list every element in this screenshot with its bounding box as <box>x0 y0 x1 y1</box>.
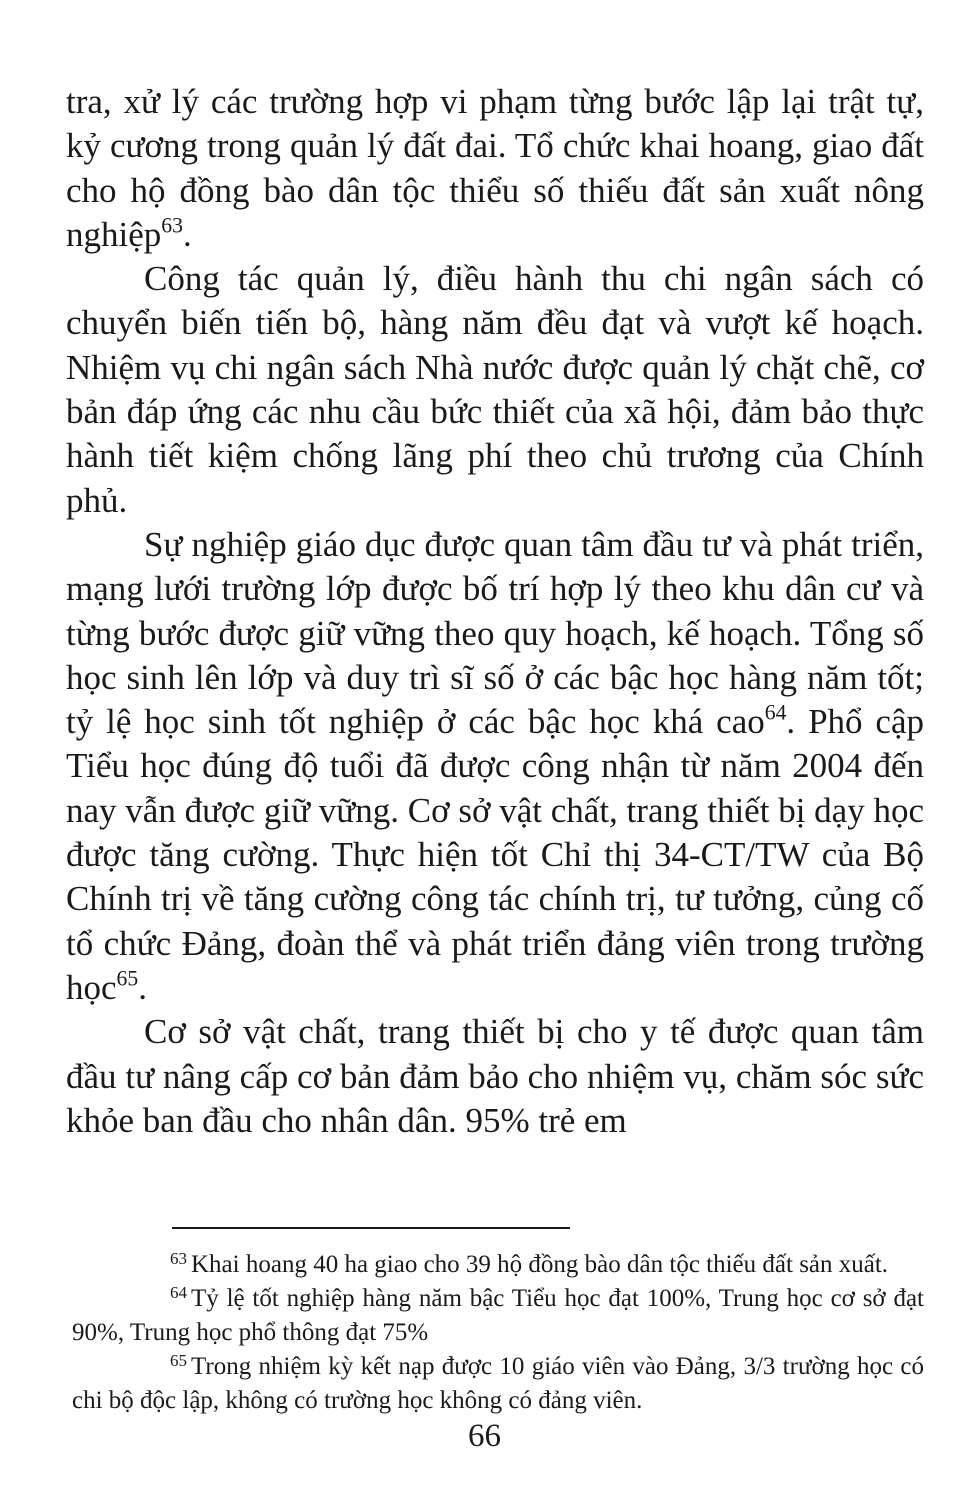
paragraph-tail: . Phổ cập Tiểu học đúng độ tuổi đã được công nhận từ năm 2004 đến nay vẫn được giữ vững. Cơ sở vật chất, trang thiết bị dạy học được tăng cường. Thực hiện tốt Chỉ thị 34-CT/TW của Bộ Chính trị về tăng cường công tác chính trị, tư tưởng, củng cố tổ chức Đảng, đoàn thể và phát triển đảng viên trong trường học <box>66 702 924 1007</box>
paragraph-land-management <box>66 80 924 257</box>
paragraph-text: Cơ sở vật chất, trang thiết bị cho y tế được quan tâm đầu tư nâng cấp cơ bản đảm bảo cho nhiệm vụ, chăm sóc sức khỏe ban đầu cho nhân dân. 95% trẻ em <box>66 1012 924 1140</box>
footnote-ref-63[interactable]: 63 <box>161 213 183 238</box>
footnote-ref-64[interactable]: 64 <box>764 700 787 725</box>
footnote-number: 63 <box>170 1248 187 1268</box>
page-body <box>66 80 924 1143</box>
footnote-64 <box>72 1282 924 1350</box>
paragraph-text: tra, xử lý các trường hợp vi phạm từng bước lập lại trật tự, kỷ cương trong quản lý đất đai. Tổ chức khai hoang, giao đất cho hộ đồng bào dân tộc thiểu số thiếu đất sản xuất nông nghiệp <box>66 82 924 254</box>
page-number: 66 <box>468 1418 501 1454</box>
paragraph-text: Công tác quản lý, điều hành thu chi ngân sách có chuyển biến tiến bộ, hàng năm đều đạt và vượt kế hoạch. Nhiệm vụ chi ngân sách Nhà nước được quản lý chặt chẽ, cơ bản đáp ứng các nhu cầu bức thiết của xã hội, đảm bảo thực hành tiết kiệm chống lãng phí theo chủ trương của Chính phủ. <box>66 259 924 520</box>
footnotes-section <box>72 1248 924 1418</box>
paragraph-health <box>66 1010 924 1143</box>
paragraph-text: Sự nghiệp giáo dục được quan tâm đầu tư và phát triển, mạng lưới trường lớp được bố trí hợp lý theo khu dân cư và từng bước được giữ vững theo quy hoạch, kế hoạch. Tổng số học sinh lên lớp và duy trì sĩ số ở các bậc học hàng năm tốt; tỷ lệ học sinh tốt nghiệp ở các bậc học khá cao <box>66 524 924 742</box>
footnote-ref-65[interactable]: 65 <box>116 966 139 991</box>
footnote-text: Trong nhiệm kỳ kết nạp được 10 giáo viên vào Đảng, 3/3 trường học có chi bộ độc lập, không có trường học không có đảng viên. <box>72 1353 924 1414</box>
footnote-divider <box>172 1227 570 1229</box>
paragraph-education <box>66 523 924 1010</box>
footnote-number: 64 <box>170 1282 187 1302</box>
footnote-65 <box>72 1350 924 1418</box>
paragraph-tail-2: . <box>138 967 147 1007</box>
paragraph-budget <box>66 257 924 523</box>
footnote-text: Khai hoang 40 ha giao cho 39 hộ đồng bào dân tộc thiếu đất sản xuất. <box>191 1251 889 1278</box>
footnote-number: 65 <box>170 1350 187 1370</box>
footnote-63 <box>72 1248 924 1282</box>
paragraph-tail: . <box>182 214 192 254</box>
footnote-text: Tỷ lệ tốt nghiệp hàng năm bậc Tiểu học đạt 100%, Trung học cơ sở đạt 90%, Trung học phổ thông đạt 75% <box>72 1285 924 1346</box>
